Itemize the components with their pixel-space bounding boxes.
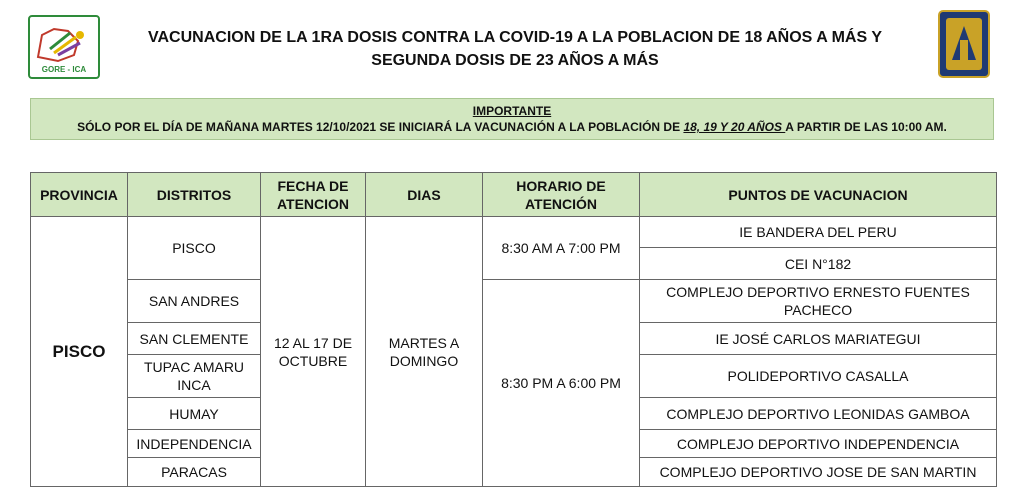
title-line-2: SEGUNDA DOSIS DE 23 AÑOS A MÁS <box>371 52 659 69</box>
cell-distrito-san-andres: SAN ANDRES <box>128 280 261 323</box>
notice-heading: IMPORTANTE <box>472 104 552 118</box>
table-header-row <box>31 173 997 217</box>
cell-distrito-independencia: INDEPENDENCIA <box>128 430 261 458</box>
cell-punto-5: POLIDEPORTIVO CASALLA <box>640 355 997 398</box>
table-row <box>31 217 997 248</box>
logo-text: GORE - ICA <box>41 65 87 74</box>
cell-distrito-humay: HUMAY <box>128 398 261 430</box>
vaccination-schedule-table <box>30 172 997 487</box>
header-puntos: PUNTOS DE VACUNACION <box>640 173 997 217</box>
notice-text-before: SÓLO POR EL DÍA DE MAÑANA MARTES 12/10/2021 SE INICIARÁ LA VACUNACIÓN A LA POBLACIÓN DE <box>77 120 684 134</box>
header-horario: HORARIO DE ATENCIÓN <box>483 173 640 217</box>
cell-punto-4: IE JOSÉ CARLOS MARIATEGUI <box>640 323 997 355</box>
header-provincia: PROVINCIA <box>31 173 128 217</box>
cell-fecha: 12 AL 17 DE OCTUBRE <box>261 217 366 487</box>
cell-punto-2: CEI N°182 <box>640 248 997 280</box>
title-line-1: VACUNACION DE LA 1RA DOSIS CONTRA LA COVID-19 A LA POBLACION DE 18 AÑOS A MÁS Y <box>148 29 882 46</box>
header-fecha: FECHA DE ATENCION <box>261 173 366 217</box>
header-distritos: DISTRITOS <box>128 173 261 217</box>
notice-text-emphasis: 18, 19 Y 20 AÑOS <box>683 120 786 134</box>
table-row <box>31 280 997 323</box>
cell-punto-8: COMPLEJO DEPORTIVO JOSE DE SAN MARTIN <box>640 458 997 487</box>
cell-distrito-tupac-amaru-inca: TUPAC AMARU INCA <box>128 355 261 398</box>
crest-logo <box>938 10 990 78</box>
notice-text-after: A PARTIR DE LAS 10:00 AM. <box>785 120 947 134</box>
gore-ica-logo <box>28 15 100 79</box>
important-notice <box>30 98 994 140</box>
cell-dias: MARTES A DOMINGO <box>366 217 483 487</box>
page-title <box>110 26 920 72</box>
cell-punto-6: COMPLEJO DEPORTIVO LEONIDAS GAMBOA <box>640 398 997 430</box>
cell-punto-7: COMPLEJO DEPORTIVO INDEPENDENCIA <box>640 430 997 458</box>
cell-distrito-pisco: PISCO <box>128 217 261 280</box>
cell-distrito-san-clemente: SAN CLEMENTE <box>128 323 261 355</box>
cell-punto-1: IE BANDERA DEL PERU <box>640 217 997 248</box>
header-dias: DIAS <box>366 173 483 217</box>
cell-distrito-paracas: PARACAS <box>128 458 261 487</box>
cell-provincia: PISCO <box>31 217 128 487</box>
cell-horario-1: 8:30 AM A 7:00 PM <box>483 217 640 280</box>
cell-punto-3: COMPLEJO DEPORTIVO ERNESTO FUENTES PACHECO <box>640 280 997 323</box>
cell-horario-2: 8:30 PM A 6:00 PM <box>483 280 640 487</box>
